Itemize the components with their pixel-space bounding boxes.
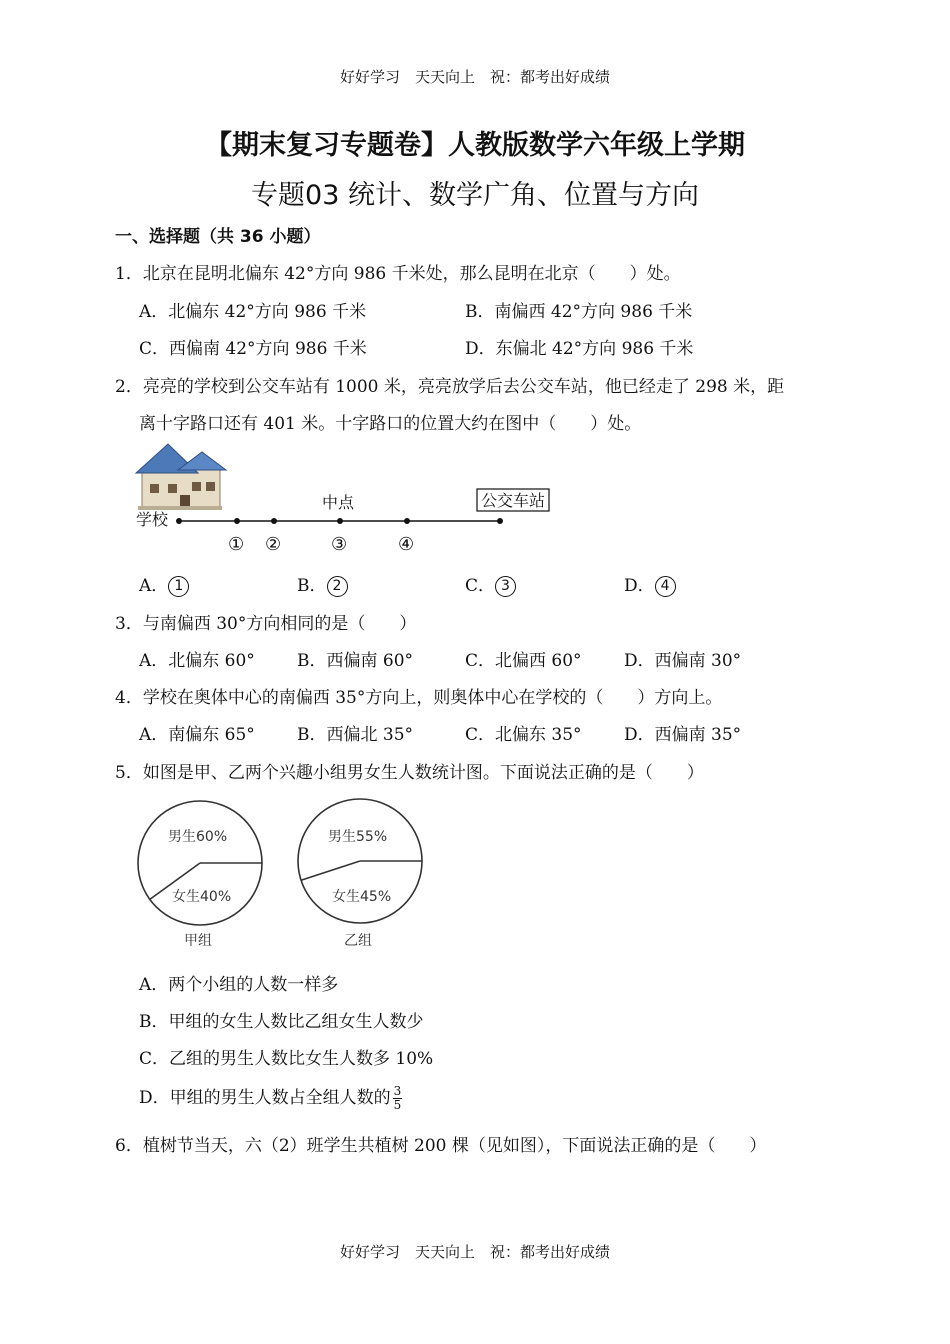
section-heading: 一、选择题（共 36 小题） bbox=[115, 227, 321, 247]
point-4-label: ④ bbox=[398, 534, 415, 555]
pie-yi-girl-label: 女生45% bbox=[332, 889, 392, 905]
q5-option-d[interactable]: D．甲组的男生人数占全组人数的 $\frac{3}{5}$ bbox=[139, 1084, 402, 1112]
q1-option-a[interactable]: A．北偏东 42°方向 986 千米 bbox=[139, 302, 367, 322]
circle-4-mark: 4 bbox=[655, 576, 676, 597]
point-1 bbox=[234, 518, 240, 524]
pie-group-jia bbox=[138, 801, 262, 949]
q3-option-c[interactable]: C．北偏西 60° bbox=[465, 651, 582, 671]
point-3-label: ③ bbox=[331, 534, 348, 555]
title-line-2: 专题03 统计、数学广角、位置与方向 bbox=[251, 180, 699, 211]
page-header: 好好学习 天天向上 祝：都考出好成绩 bbox=[339, 68, 610, 86]
q2-option-b[interactable]: B． 2 bbox=[297, 571, 348, 597]
point-2 bbox=[271, 518, 277, 524]
q3-option-b[interactable]: B．西偏南 60° bbox=[297, 651, 414, 671]
q4-option-c[interactable]: C．北偏东 35° bbox=[465, 725, 582, 745]
midpoint-label: 中点 bbox=[322, 493, 355, 512]
question-2-stem-line-2: 离十字路口还有 401 米。十字路口的位置大约在图中（ ）处。 bbox=[139, 414, 642, 434]
school-house-icon bbox=[136, 444, 226, 510]
question-3-stem: 3．与南偏西 30°方向相同的是（ ） bbox=[115, 614, 417, 634]
q1-option-b[interactable]: B．南偏西 42°方向 986 千米 bbox=[465, 302, 693, 322]
q3-option-a[interactable]: A．北偏东 60° bbox=[139, 651, 255, 671]
q4-option-d[interactable]: D．西偏南 35° bbox=[624, 725, 742, 745]
point-4 bbox=[404, 518, 410, 524]
pie-group-yi bbox=[298, 799, 422, 949]
q5-option-b[interactable]: B．甲组的女生人数比乙组女生人数少 bbox=[139, 1012, 424, 1032]
q5-option-c[interactable]: C．乙组的男生人数比女生人数多 10% bbox=[139, 1049, 434, 1069]
circle-2-mark: 2 bbox=[327, 576, 348, 597]
bus-stop-point bbox=[497, 518, 503, 524]
q3-option-d[interactable]: D．西偏南 30° bbox=[624, 651, 742, 671]
q2-option-c[interactable]: C． 3 bbox=[465, 571, 516, 597]
school-point bbox=[176, 518, 182, 524]
title-line-1: 【期末复习专题卷】人教版数学六年级上学期 bbox=[205, 130, 745, 161]
q2-option-a[interactable]: A． 1 bbox=[139, 571, 189, 597]
q1-option-d[interactable]: D．东偏北 42°方向 986 千米 bbox=[465, 339, 694, 359]
question-5-stem: 5．如图是甲、乙两个兴趣小组男女生人数统计图。下面说法正确的是（ ） bbox=[115, 763, 704, 783]
circle-3-mark: 3 bbox=[495, 576, 516, 597]
pie-yi-caption: 乙组 bbox=[344, 933, 372, 949]
point-1-label: ① bbox=[228, 534, 245, 555]
page-footer: 好好学习 天天向上 祝：都考出好成绩 bbox=[339, 1243, 610, 1261]
question-2-stem-line-1: 2．亮亮的学校到公交车站有 1000 米，亮亮放学后去公交车站，他已经走了 298 米，距 bbox=[115, 377, 785, 397]
point-2-label: ② bbox=[265, 534, 282, 555]
q5-option-a[interactable]: A．两个小组的人数一样多 bbox=[139, 975, 339, 995]
pie-charts bbox=[130, 795, 430, 955]
route-diagram bbox=[132, 440, 562, 560]
q4-option-b[interactable]: B．西偏北 35° bbox=[297, 725, 414, 745]
pie-jia-boy-label: 男生60% bbox=[168, 829, 228, 845]
pie-jia-caption: 甲组 bbox=[184, 933, 212, 949]
circle-1-mark: 1 bbox=[168, 576, 189, 597]
q1-option-c[interactable]: C．西偏南 42°方向 986 千米 bbox=[139, 339, 367, 359]
school-label: 学校 bbox=[136, 510, 169, 529]
question-4-stem: 4．学校在奥体中心的南偏西 35°方向上，则奥体中心在学校的（ ）方向上。 bbox=[115, 688, 723, 708]
q4-option-a[interactable]: A．南偏东 65° bbox=[139, 725, 255, 745]
question-1-stem: 1．北京在昆明北偏东 42°方向 986 千米处，那么昆明在北京（ ）处。 bbox=[115, 264, 681, 284]
bus-stop-label: 公交车站 bbox=[481, 491, 546, 510]
q2-option-d[interactable]: D． 4 bbox=[624, 571, 676, 597]
point-3-midpoint bbox=[337, 518, 343, 524]
question-6-stem: 6．植树节当天，六（2）班学生共植树 200 棵（见如图），下面说法正确的是（ ） bbox=[115, 1136, 767, 1156]
fraction-three-fifths: $\frac{3}{5}$ bbox=[393, 1084, 402, 1112]
pie-jia-girl-label: 女生40% bbox=[172, 889, 232, 905]
pie-yi-boy-label: 男生55% bbox=[328, 829, 388, 845]
